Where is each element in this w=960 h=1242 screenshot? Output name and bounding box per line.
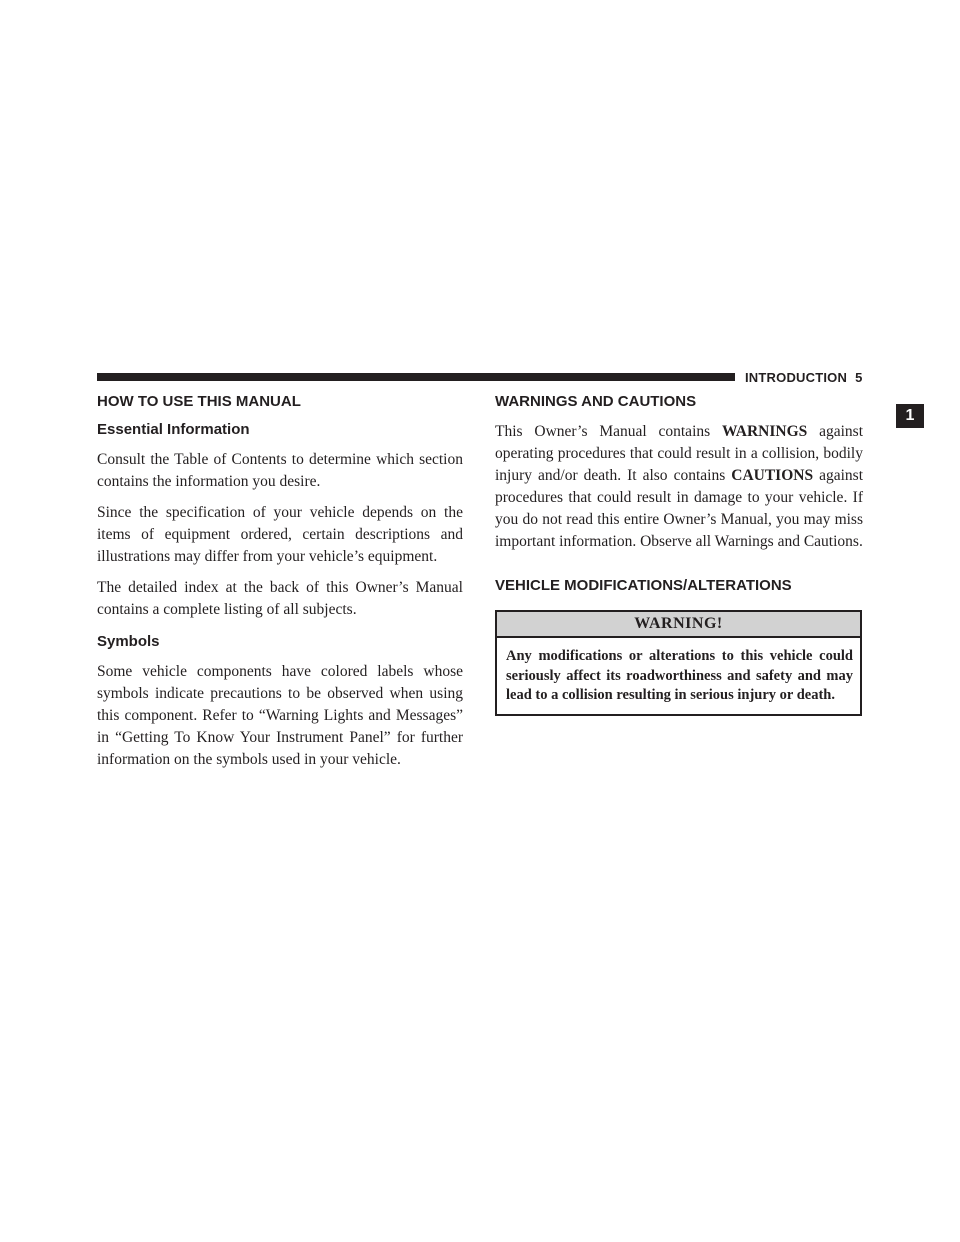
right-column [495,392,863,716]
subheading-symbols: Symbols [97,633,160,650]
paragraph: Some vehicle components have colored labels whose symbols indicate precautions to be observed when using this component. Refer to “Warning Lights and Messages” in “Getting To Know Your Instrument Panel” for further information on the symbols used in your vehicle. [97,663,463,768]
emphasis-warnings: WARNINGS [722,423,808,440]
warning-box [495,610,862,716]
heading-how-to-use: HOW TO USE THIS MANUAL [97,393,301,410]
warning-body: Any modifications or alterations to this vehicle could seriously affect its roadworthiness and safety and may lead to a collision resulting in serious injury or death. [506,648,853,703]
text: against procedures that could result in damage to your vehicle. If you do not read this entire Owner’s Manual, you may miss important information. Observe all Warnings and Cautions. [495,467,863,550]
heading-vehicle-modifications: VEHICLE MODIFICATIONS/ALTERATIONS [495,577,792,594]
text: against operating procedures that could result in a collision, bodily injury and/or death. It also contains [495,423,864,484]
running-header [745,370,863,385]
paragraph: The detailed index at the back of this Owner’s Manual contains a complete listing of all subjects. [97,579,463,618]
paragraph-warnings [495,421,863,553]
header-rule [97,373,735,381]
page-number: 5 [855,370,863,385]
left-column [97,392,463,771]
emphasis-cautions: CAUTIONS [731,467,814,484]
text: This Owner’s Manual contains [495,423,711,440]
paragraph: Since the specification of your vehicle depends on the items of equipment ordered, certain descriptions and illustrations may differ from your vehicle’s equipment. [97,504,463,565]
warning-title: WARNING! [497,612,860,638]
subheading-essential-information: Essential Information [97,421,250,438]
heading-warnings-and-cautions: WARNINGS AND CAUTIONS [495,393,697,410]
chapter-tab: 1 [896,404,924,428]
paragraph: Consult the Table of Contents to determine which section contains the information you desire. [97,451,463,490]
section-title: INTRODUCTION [745,370,848,385]
